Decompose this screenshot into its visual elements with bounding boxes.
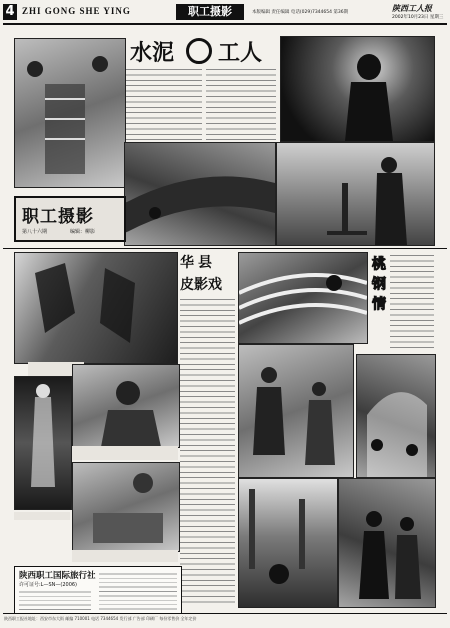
romanized-section: ZHI GONG SHE YING bbox=[22, 6, 131, 16]
column-logo-label: 职工摄影 bbox=[22, 207, 94, 227]
photo-workers-walking bbox=[338, 478, 436, 608]
header-rule bbox=[3, 23, 447, 25]
photo-opera-figures bbox=[14, 376, 72, 510]
photo-puppet-carving bbox=[72, 462, 180, 552]
vertical-title-text: 桃钢情 bbox=[370, 256, 386, 316]
vertical-title bbox=[368, 256, 386, 344]
issue-date: 2002年10月23日 星期三 bbox=[392, 15, 444, 20]
photo-shadow-puppets bbox=[14, 252, 178, 364]
cement-title bbox=[126, 36, 276, 66]
cement-title-right: 工人 bbox=[218, 40, 263, 66]
photo-steel-plant bbox=[238, 478, 338, 608]
masthead: 陕西工人报 bbox=[392, 3, 432, 13]
travel-ad bbox=[14, 566, 182, 614]
travel-ad-routes bbox=[19, 589, 91, 611]
photo-cement-kiln bbox=[124, 142, 276, 246]
caption-master bbox=[72, 446, 178, 460]
steel-article bbox=[390, 252, 434, 352]
opera-title bbox=[180, 252, 230, 292]
section-title: 职工摄影 bbox=[176, 4, 244, 20]
column-logo bbox=[14, 196, 126, 242]
photo-worker-silhouette bbox=[280, 36, 435, 142]
travel-ad-company: 陕西职工国际旅行社 bbox=[19, 571, 96, 581]
photo-steel-coils bbox=[238, 252, 368, 344]
cement-article-right bbox=[206, 66, 276, 142]
opera-article bbox=[180, 296, 235, 604]
caption-opera-figures bbox=[14, 512, 70, 520]
arrow-glyph-icon bbox=[186, 38, 212, 64]
publisher-info: 本版编辑 责任编辑 电话(029)7344654 第36期 bbox=[252, 10, 349, 15]
page-header bbox=[0, 0, 450, 24]
opera-title-line1: 华县 bbox=[180, 255, 216, 271]
caption-carving bbox=[72, 550, 178, 562]
travel-ad-license: 许可证号:L—SN—(2006) bbox=[19, 582, 78, 588]
photo-steel-workers bbox=[238, 344, 354, 478]
section-divider bbox=[3, 248, 447, 249]
column-issue: 第八十六期 bbox=[22, 229, 48, 235]
travel-ad-routes-2 bbox=[99, 571, 177, 611]
footer-info: 陕西职工报社地址：西安市东大街 邮编 710001 电话 7344654 发行部 广告部 印刷厂 每份零售价 全年定价 bbox=[4, 616, 197, 621]
photo-factory-hall bbox=[276, 142, 435, 246]
photo-puppet-master bbox=[72, 364, 180, 448]
photo-furnace bbox=[356, 354, 436, 478]
page-number: 4 bbox=[3, 4, 17, 20]
opera-title-line2: 皮影戏 bbox=[180, 277, 222, 293]
cement-article-left bbox=[126, 66, 202, 142]
footer-rule bbox=[3, 613, 447, 614]
cement-title-left: 水泥 bbox=[130, 40, 175, 66]
column-editor: 编辑：柳影 bbox=[70, 229, 96, 235]
photo-workers-frame bbox=[14, 38, 126, 188]
